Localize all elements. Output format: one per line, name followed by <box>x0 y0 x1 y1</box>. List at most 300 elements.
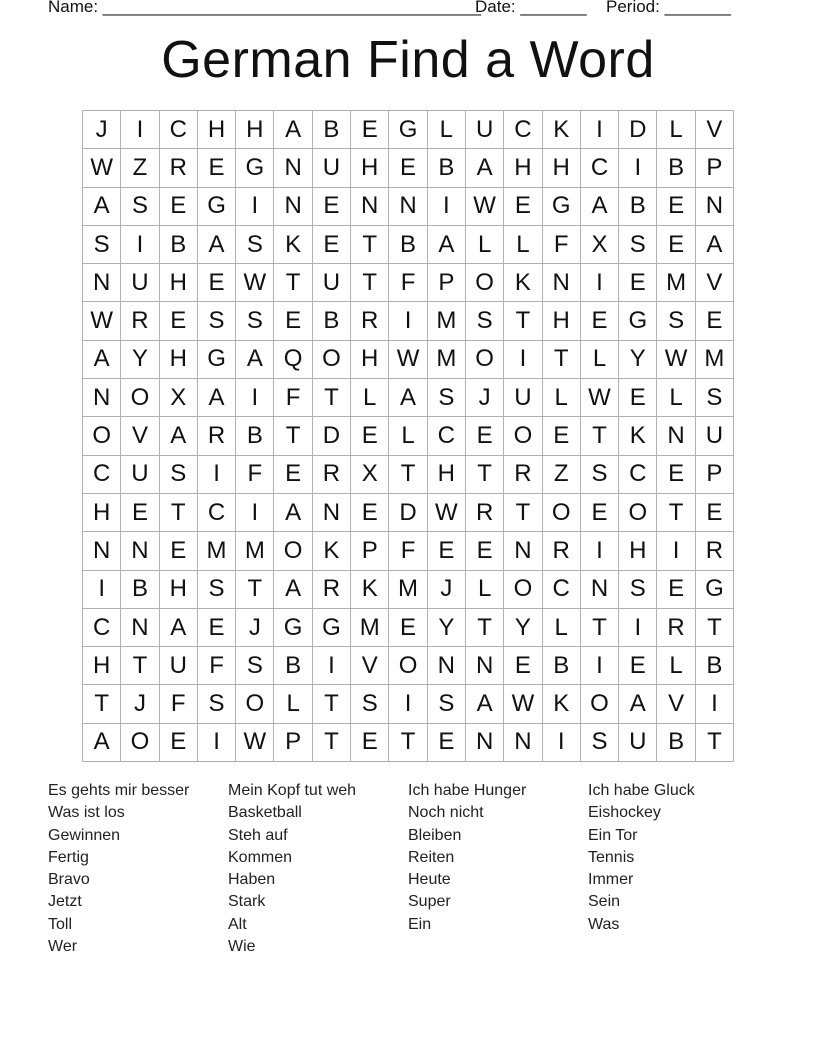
grid-cell: N <box>121 609 159 647</box>
word-list-item: Gewinnen <box>48 826 121 844</box>
grid-cell: T <box>696 609 734 647</box>
grid-cell: T <box>696 724 734 762</box>
word-list-item: Heute <box>408 871 451 889</box>
grid-cell: W <box>466 188 504 226</box>
grid-cell: A <box>466 685 504 723</box>
grid-cell: O <box>313 341 351 379</box>
grid-cell: E <box>313 188 351 226</box>
grid-cell: H <box>351 341 389 379</box>
word-list-item: Ein <box>408 915 432 933</box>
grid-cell: U <box>121 264 159 302</box>
grid-cell: B <box>313 302 351 340</box>
grid-cell: I <box>581 264 619 302</box>
word-column-1 <box>48 780 228 958</box>
grid-cell: M <box>657 264 695 302</box>
word-list-item: Ein Tor <box>588 826 638 844</box>
word-list-item: Ich habe Hunger <box>408 782 527 799</box>
grid-cell: E <box>274 302 312 340</box>
grid-cell: M <box>696 341 734 379</box>
word-list-item: Jetzt <box>48 893 82 911</box>
grid-cell: P <box>428 264 466 302</box>
grid-cell: S <box>160 456 198 494</box>
grid-cell: S <box>428 379 466 417</box>
grid-cell: N <box>121 532 159 570</box>
grid-cell: J <box>466 379 504 417</box>
grid-cell: K <box>619 417 657 455</box>
grid-cell: A <box>274 494 312 532</box>
word-list-item: Es gehts mir besser <box>48 782 190 799</box>
grid-cell: E <box>466 532 504 570</box>
grid-cell: O <box>581 685 619 723</box>
grid-cell: E <box>581 494 619 532</box>
period-field: Period: _______ <box>606 0 731 16</box>
grid-cell: Y <box>121 341 159 379</box>
word-list-item: Alt <box>228 915 247 933</box>
grid-cell: B <box>160 226 198 264</box>
grid-cell: J <box>121 685 159 723</box>
grid-cell: M <box>428 341 466 379</box>
grid-cell: S <box>696 379 734 417</box>
word-column-3 <box>408 780 588 936</box>
grid-cell: I <box>236 188 274 226</box>
grid-cell: K <box>543 111 581 149</box>
grid-cell: B <box>619 188 657 226</box>
grid-cell: F <box>543 226 581 264</box>
grid-cell: L <box>428 111 466 149</box>
grid-cell: I <box>121 111 159 149</box>
grid-cell: A <box>198 379 236 417</box>
grid-cell: S <box>619 571 657 609</box>
grid-cell: X <box>160 379 198 417</box>
grid-cell: D <box>389 494 427 532</box>
grid-cell: H <box>504 149 542 187</box>
grid-cell: O <box>274 532 312 570</box>
grid-cell: S <box>83 226 121 264</box>
grid-cell: A <box>619 685 657 723</box>
grid-cell: B <box>428 149 466 187</box>
word-list-item: Steh auf <box>228 826 288 844</box>
grid-cell: U <box>696 417 734 455</box>
grid-cell: C <box>428 417 466 455</box>
grid-cell: O <box>466 341 504 379</box>
grid-cell: H <box>236 111 274 149</box>
grid-cell: G <box>389 111 427 149</box>
grid-cell: U <box>160 647 198 685</box>
grid-cell: T <box>389 456 427 494</box>
grid-cell: K <box>274 226 312 264</box>
grid-cell: F <box>160 685 198 723</box>
grid-cell: H <box>83 494 121 532</box>
grid-cell: J <box>428 571 466 609</box>
grid-cell: G <box>274 609 312 647</box>
grid-cell: H <box>198 111 236 149</box>
grid-cell: E <box>696 494 734 532</box>
grid-cell: T <box>504 494 542 532</box>
grid-cell: I <box>236 379 274 417</box>
grid-cell: Z <box>121 149 159 187</box>
grid-cell: H <box>543 302 581 340</box>
grid-cell: T <box>466 609 504 647</box>
grid-cell: N <box>83 264 121 302</box>
grid-cell: L <box>543 379 581 417</box>
grid-cell: E <box>657 456 695 494</box>
grid-cell: E <box>428 532 466 570</box>
grid-cell: L <box>466 571 504 609</box>
grid-cell: H <box>160 341 198 379</box>
grid-cell: U <box>619 724 657 762</box>
grid-cell: C <box>504 111 542 149</box>
grid-cell: T <box>313 379 351 417</box>
grid-cell: O <box>466 264 504 302</box>
grid-cell: I <box>389 302 427 340</box>
grid-cell: C <box>198 494 236 532</box>
grid-cell: M <box>389 571 427 609</box>
grid-cell: C <box>543 571 581 609</box>
grid-cell: H <box>351 149 389 187</box>
grid-cell: Y <box>428 609 466 647</box>
grid-cell: N <box>83 379 121 417</box>
word-list-item: Ich habe Gluck <box>588 782 695 799</box>
grid-cell: E <box>428 724 466 762</box>
grid-cell: R <box>696 532 734 570</box>
grid-cell: P <box>696 149 734 187</box>
grid-cell: E <box>389 609 427 647</box>
grid-cell: S <box>619 226 657 264</box>
grid-cell: N <box>389 188 427 226</box>
grid-cell: I <box>504 341 542 379</box>
grid-cell: S <box>466 302 504 340</box>
grid-cell: E <box>160 532 198 570</box>
grid-cell: S <box>428 685 466 723</box>
grid-cell: N <box>274 149 312 187</box>
grid-cell: H <box>160 571 198 609</box>
grid-cell: P <box>274 724 312 762</box>
grid-cell: C <box>83 456 121 494</box>
grid-cell: Y <box>504 609 542 647</box>
word-list-item: Wer <box>48 938 78 956</box>
grid-cell: I <box>619 609 657 647</box>
word-list-item: Super <box>408 893 451 911</box>
grid-cell: H <box>160 264 198 302</box>
grid-cell: M <box>428 302 466 340</box>
grid-cell: C <box>619 456 657 494</box>
grid-cell: C <box>581 149 619 187</box>
grid-cell: P <box>351 532 389 570</box>
grid-cell: R <box>121 302 159 340</box>
grid-cell: N <box>351 188 389 226</box>
grid-cell: B <box>121 571 159 609</box>
grid-cell: O <box>504 571 542 609</box>
word-list-item: Kommen <box>228 848 293 866</box>
grid-cell: L <box>657 647 695 685</box>
grid-cell: S <box>236 226 274 264</box>
word-column-2 <box>228 780 408 958</box>
grid-cell: S <box>121 188 159 226</box>
grid-cell: I <box>389 685 427 723</box>
word-list-item: Reiten <box>408 848 455 866</box>
grid-cell: A <box>581 188 619 226</box>
grid-cell: T <box>274 264 312 302</box>
grid-cell: G <box>696 571 734 609</box>
grid-cell: W <box>83 149 121 187</box>
grid-cell: O <box>83 417 121 455</box>
grid-cell: B <box>274 647 312 685</box>
grid-cell: I <box>581 111 619 149</box>
grid-cell: I <box>198 724 236 762</box>
grid-cell: U <box>121 456 159 494</box>
grid-cell: C <box>160 111 198 149</box>
grid-cell: D <box>619 111 657 149</box>
grid-cell: T <box>389 724 427 762</box>
grid-cell: T <box>313 724 351 762</box>
grid-cell: B <box>236 417 274 455</box>
grid-cell: L <box>274 685 312 723</box>
grid-cell: N <box>504 724 542 762</box>
grid-cell: E <box>504 188 542 226</box>
grid-cell: E <box>198 149 236 187</box>
grid-cell: U <box>313 264 351 302</box>
grid-cell: N <box>543 264 581 302</box>
grid-cell: T <box>466 456 504 494</box>
grid-cell: E <box>657 226 695 264</box>
grid-cell: M <box>351 609 389 647</box>
grid-cell: N <box>696 188 734 226</box>
grid-cell: U <box>466 111 504 149</box>
grid-cell: L <box>351 379 389 417</box>
word-list-item: Fertig <box>48 848 89 866</box>
grid-cell: T <box>313 685 351 723</box>
grid-cell: I <box>581 647 619 685</box>
grid-cell: E <box>313 226 351 264</box>
grid-cell: N <box>428 647 466 685</box>
grid-cell: T <box>121 647 159 685</box>
grid-cell: T <box>581 609 619 647</box>
grid-cell: E <box>160 188 198 226</box>
grid-cell: N <box>274 188 312 226</box>
word-list-item: Noch nicht <box>408 804 484 822</box>
grid-cell: J <box>83 111 121 149</box>
word-column-4 <box>588 780 768 936</box>
grid-cell: T <box>160 494 198 532</box>
grid-cell: I <box>428 188 466 226</box>
grid-cell: B <box>543 647 581 685</box>
grid-cell: B <box>657 149 695 187</box>
word-list-item: Was ist los <box>48 804 125 822</box>
grid-cell: S <box>236 647 274 685</box>
grid-cell: V <box>696 264 734 302</box>
grid-cell: H <box>543 149 581 187</box>
grid-cell: E <box>619 647 657 685</box>
grid-cell: K <box>504 264 542 302</box>
grid-cell: G <box>198 341 236 379</box>
grid-cell: V <box>657 685 695 723</box>
grid-cell: R <box>543 532 581 570</box>
grid-cell: X <box>581 226 619 264</box>
grid-cell: I <box>198 456 236 494</box>
grid-cell: T <box>351 226 389 264</box>
grid-cell: R <box>351 302 389 340</box>
grid-cell: E <box>657 188 695 226</box>
grid-cell: B <box>657 724 695 762</box>
grid-cell: S <box>198 302 236 340</box>
grid-cell: R <box>504 456 542 494</box>
grid-cell: I <box>83 571 121 609</box>
grid-cell: F <box>198 647 236 685</box>
grid-cell: E <box>619 264 657 302</box>
page-title: German Find a Word <box>161 31 655 89</box>
grid-cell: E <box>389 149 427 187</box>
grid-cell: L <box>581 341 619 379</box>
grid-cell: A <box>274 571 312 609</box>
grid-cell: I <box>581 532 619 570</box>
grid-cell: B <box>696 647 734 685</box>
grid-cell: R <box>466 494 504 532</box>
grid-cell: Y <box>619 341 657 379</box>
grid-cell: J <box>236 609 274 647</box>
header-fields <box>48 0 768 19</box>
grid-cell: W <box>236 264 274 302</box>
grid-cell: D <box>313 417 351 455</box>
grid-cell: W <box>428 494 466 532</box>
grid-cell: R <box>198 417 236 455</box>
grid-cell: S <box>581 724 619 762</box>
grid-cell: A <box>83 188 121 226</box>
word-list-item: Basketball <box>228 804 302 822</box>
grid-cell: A <box>160 417 198 455</box>
grid-cell: E <box>121 494 159 532</box>
word-list-item: Toll <box>48 915 73 933</box>
grid-cell: W <box>657 341 695 379</box>
grid-cell: A <box>466 149 504 187</box>
grid-cell: W <box>83 302 121 340</box>
grid-cell: N <box>504 532 542 570</box>
grid-cell: T <box>236 571 274 609</box>
grid-cell: S <box>581 456 619 494</box>
grid-cell: G <box>543 188 581 226</box>
grid-cell: L <box>657 111 695 149</box>
date-field: Date: _______ <box>475 0 587 16</box>
word-list-item: Wie <box>228 938 256 956</box>
grid-cell: W <box>504 685 542 723</box>
grid-cell: A <box>236 341 274 379</box>
grid-cell: T <box>657 494 695 532</box>
grid-cell: R <box>160 149 198 187</box>
grid-cell: L <box>543 609 581 647</box>
grid-cell: R <box>657 609 695 647</box>
grid-cell: T <box>581 417 619 455</box>
grid-cell: A <box>160 609 198 647</box>
grid-cell: H <box>619 532 657 570</box>
grid-cell: U <box>504 379 542 417</box>
grid-cell: W <box>389 341 427 379</box>
grid-cell: E <box>351 111 389 149</box>
grid-cell: G <box>313 609 351 647</box>
grid-cell: O <box>504 417 542 455</box>
grid-cell: L <box>657 379 695 417</box>
grid-cell: L <box>504 226 542 264</box>
grid-cell: I <box>543 724 581 762</box>
grid-cell: F <box>389 532 427 570</box>
grid-cell: W <box>581 379 619 417</box>
grid-cell: T <box>274 417 312 455</box>
grid-cell: E <box>466 417 504 455</box>
grid-cell: N <box>313 494 351 532</box>
grid-cell: T <box>543 341 581 379</box>
grid-cell: E <box>543 417 581 455</box>
word-list <box>48 780 788 980</box>
grid-cell: E <box>160 302 198 340</box>
grid-cell: P <box>696 456 734 494</box>
word-list-item: Bravo <box>48 871 90 889</box>
grid-cell: I <box>619 149 657 187</box>
word-list-item: Haben <box>228 871 276 889</box>
grid-cell: S <box>351 685 389 723</box>
grid-cell: N <box>581 571 619 609</box>
grid-cell: S <box>198 571 236 609</box>
grid-cell: O <box>389 647 427 685</box>
grid-cell: S <box>198 685 236 723</box>
grid-cell: N <box>466 724 504 762</box>
word-search-grid <box>82 110 734 762</box>
grid-cell: F <box>274 379 312 417</box>
grid-cell: F <box>389 264 427 302</box>
word-list-item: Stark <box>228 893 266 911</box>
name-field: Name: ________________________________________ <box>48 0 481 16</box>
grid-cell: K <box>543 685 581 723</box>
grid-cell: E <box>696 302 734 340</box>
grid-cell: A <box>83 724 121 762</box>
grid-cell: O <box>121 724 159 762</box>
grid-cell: Z <box>543 456 581 494</box>
grid-cell: H <box>428 456 466 494</box>
grid-cell: A <box>274 111 312 149</box>
grid-cell: L <box>389 417 427 455</box>
grid-cell: K <box>313 532 351 570</box>
word-list-item: Sein <box>588 893 621 911</box>
grid-cell: E <box>351 417 389 455</box>
grid-cell: M <box>198 532 236 570</box>
grid-cell: E <box>581 302 619 340</box>
grid-cell: E <box>274 456 312 494</box>
grid-cell: O <box>121 379 159 417</box>
grid-cell: S <box>236 302 274 340</box>
word-list-item: Was <box>588 915 620 933</box>
grid-cell: F <box>236 456 274 494</box>
grid-cell: A <box>428 226 466 264</box>
grid-cell: V <box>696 111 734 149</box>
grid-cell: C <box>83 609 121 647</box>
grid-cell: E <box>198 264 236 302</box>
word-list-item: Immer <box>588 871 634 889</box>
grid-cell: I <box>236 494 274 532</box>
grid-cell: O <box>236 685 274 723</box>
grid-cell: Q <box>274 341 312 379</box>
grid-cell: E <box>351 494 389 532</box>
grid-cell: R <box>313 456 351 494</box>
grid-cell: E <box>198 609 236 647</box>
grid-cell: X <box>351 456 389 494</box>
grid-cell: G <box>198 188 236 226</box>
grid-cell: N <box>657 417 695 455</box>
grid-cell: H <box>83 647 121 685</box>
grid-cell: E <box>160 724 198 762</box>
grid-cell: I <box>313 647 351 685</box>
grid-cell: L <box>466 226 504 264</box>
grid-cell: I <box>121 226 159 264</box>
word-list-item: Eishockey <box>588 804 661 822</box>
grid-cell: T <box>351 264 389 302</box>
grid-cell: E <box>619 379 657 417</box>
